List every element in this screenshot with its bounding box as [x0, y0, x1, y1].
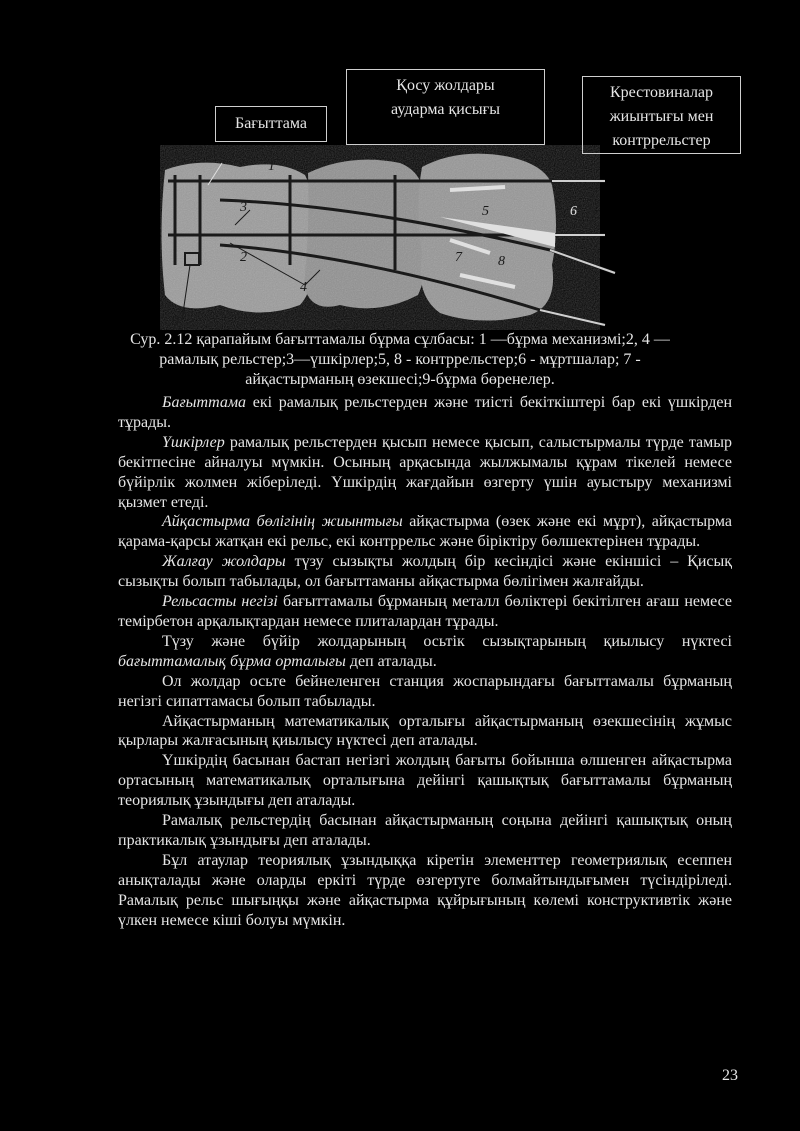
- callout-3: 3: [240, 200, 247, 215]
- paragraph: [118, 712, 732, 752]
- callout-1: 9: [172, 314, 179, 329]
- term: бағыттамалық бұрма орталығы: [118, 652, 346, 670]
- paragraph: [118, 393, 732, 433]
- paragraph-text: түзу сызықты жолдың бір кесіндісі және екіншісі – Қисық сызықты болып табылады, ол бағыттаманы айқастырма бөлігімен жалғайды.: [118, 553, 733, 591]
- paragraph: [118, 592, 732, 632]
- paragraph: [118, 512, 732, 552]
- paragraph: [118, 672, 732, 712]
- paragraph: [118, 851, 732, 931]
- paragraph: [118, 552, 732, 592]
- label-crossings-line1: Крестовиналар: [609, 84, 714, 101]
- paragraph-text: Бұл атаулар теориялық ұзындыққа кіретін элементтер геометриялық есеппен анықталады және оларды еркіті түрде өзгертуге болмайтындығымен түсіндіріледі. Рамалық рельс шығыңқы және айқастырма құйрығының көлемі конструктивтік және үлкен немесе кіші болуы мүмкін.: [118, 851, 732, 929]
- paragraph-text: деп аталады.: [345, 652, 437, 670]
- paragraph-text: айқастырма (өзек және екі мұрт), айқастырма қарама-қарсы жатқан екі рельс, екі контррельс және біріктіру бөлшектерінен тұрады.: [118, 513, 732, 551]
- term: Үшкірлер: [162, 433, 225, 451]
- callout-8: 8: [498, 254, 505, 269]
- paragraph-text: екі рамалық рельстерден және тиісті бекіткіштері бар екі үшкірден тұрады.: [118, 394, 732, 431]
- paragraph-text: Түзу және бүйір жолдарының осьтік сызықтарының қиылысу нүктесі: [162, 632, 732, 650]
- term: Бағыттама: [162, 394, 247, 411]
- paragraph: [118, 811, 732, 851]
- callout-5: 5: [482, 204, 489, 219]
- body-text: [118, 393, 732, 930]
- label-connecting-line1: Қосу жолдары: [396, 77, 495, 94]
- page-number: 23: [722, 1067, 738, 1084]
- paragraph-text: Үшкірдің басынан бастап негізгі жолдың бағыты бойынша өлшенген айқастырма ортасының математикалық орталығына дейінгі қашықтық бағыттамалы бұрманың теориялық ұзындығы деп аталады.: [118, 752, 732, 810]
- figure-caption: Сур. 2.12 қарапайым бағыттамалы бұрма сұлбасы: 1 —бұрма механизмі;2, 4 —рамалық рельстер;3—үшкірлер;5, 8 - контррельстер;6 - мұртшалар; 7 - айқастырманың өзекшесі;9-бұрма бөренелер.: [130, 331, 670, 388]
- callout-2: 2: [240, 250, 247, 265]
- term: Жалғау жолдары: [162, 553, 286, 571]
- callout-4: 1: [268, 159, 275, 174]
- paragraph: [118, 751, 732, 811]
- label-switch: [215, 106, 327, 142]
- term: Рельсасты негізі: [162, 593, 278, 611]
- paragraph: [118, 433, 732, 513]
- callout-9: 4: [300, 280, 307, 295]
- paragraph-text: рамалық рельстерден қысып немесе қысып, салыстырмалы түрде тамыр бекітпесіне айналуы мүмкін. Осының арқасында жылжымалы құрам тікелей немесе бүйірлік жолмен жіберіледі. Үшкірдің жағдайын өзгерту үшін ауыстыру механизмі қызмет етеді.: [118, 433, 732, 511]
- label-switch-text: Бағыттама: [235, 115, 307, 132]
- paragraph-text: Айқастырманың математикалық орталығы айқастырманың өзекшесінің жұмыс қырлары жалғасының қиылысу нүктесі деп аталады.: [118, 712, 732, 750]
- term: Айқастырма бөлігінің жиынтығы: [162, 513, 403, 531]
- paragraph-text: Рамалық рельстердің басынан айқастырманың соңына дейінгі қашықтық оның практикалық ұзындығы деп аталады.: [118, 812, 732, 849]
- label-connecting-line2: аударма қисығы: [391, 101, 500, 118]
- callout-6: 7: [455, 250, 462, 265]
- label-crossings-line3: контррельстер: [612, 132, 711, 149]
- label-connecting-tracks: [346, 69, 545, 145]
- paragraph: [118, 632, 732, 672]
- callout-7: 6: [570, 204, 577, 219]
- paragraph-text: Ол жолдар осьте бейнеленген станция жоспарындағы бағыттамалы бұрманың негізгі сипаттамасы болып табылады.: [118, 672, 732, 710]
- label-crossings-line2: жиынтығы мен: [609, 108, 714, 125]
- switch-diagram: [160, 145, 625, 330]
- label-crossings: [582, 76, 741, 154]
- paragraph-text: бағыттамалы бұрманың металл бөліктері бекітілген ағаш немесе темірбетон арқалықтардан немесе плиталардан тұрады.: [118, 593, 733, 630]
